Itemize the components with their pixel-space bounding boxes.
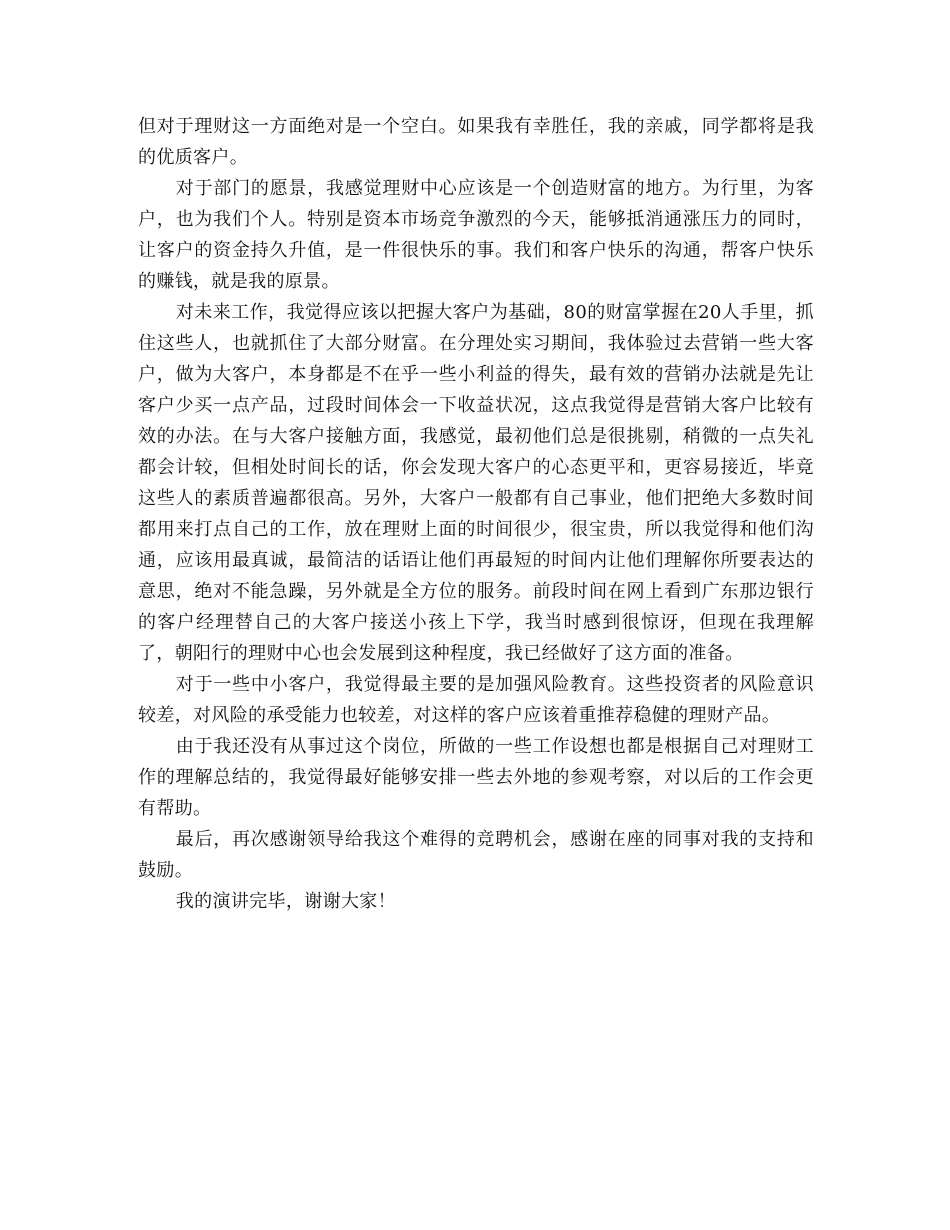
- paragraph-work-plan: 由于我还没有从事过这个岗位，所做的一些工作设想也都是根据自己对理财工作的理解总结的，我觉得最好能够安排一些去外地的参观考察，对以后的工作会更有帮助。: [138, 736, 814, 819]
- paragraph-department-vision: 对于部门的愿景，我感觉理财中心应该是一个创造财富的地方。为行里，为客户，也为我们个人。特别是资本市场竞争激烈的今天，能够抵消通涨压力的同时，让客户的资金持久升值，是一件很快乐的事。我们和客户快乐的沟通，帮客户快乐的赚钱，就是我的原景。: [138, 178, 814, 292]
- paragraph-closing: 我的演讲完毕，谢谢大家！: [175, 891, 396, 912]
- paragraph-continuation: 但对于理财这一方面绝对是一个空白。如果我有幸胜任，我的亲戚，同学都将是我的优质客户。: [138, 116, 814, 168]
- paragraph-small-clients: 对于一些中小客户，我觉得最主要的是加强风险教育。这些投资者的风险意识较差，对风险的承受能力也较差，对这样的客户应该着重推荐稳健的理财产品。: [138, 674, 814, 726]
- document-body: [138, 111, 814, 917]
- paragraph-thanks: 最后，再次感谢领导给我这个难得的竞聘机会，感谢在座的同事对我的支持和鼓励。: [138, 829, 814, 881]
- paragraph-future-work: 对未来工作，我觉得应该以把握大客户为基础，80的财富掌握在20人手里，抓住这些人，也就抓住了大部分财富。在分理处实习期间，我体验过去营销一些大客户，做为大客户，本身都是不在乎一些小利益的得失，最有效的营销办法就是先让客户少买一点产品，过段时间体会一下收益状况，这点我觉得是营销大客户比较有效的办法。在与大客户接触方面，我感觉，最初他们总是很挑剔，稍微的一点失礼都会计较，但相处时间长的话，你会发现大客户的心态更平和，更容易接近，毕竟这些人的素质普遍都很高。另外，大客户一般都有自己事业，他们把绝大多数时间都用来打点自己的工作，放在理财上面的时间很少，很宝贵，所以我觉得和他们沟通，应该用最真诚，最简洁的话语让他们再最短的时间内让他们理解你所要表达的意思，绝对不能急躁，另外就是全方位的服务。前段时间在网上看到广东那边银行的客户经理替自己的大客户接送小孩上下学，我当时感到很惊讶，但现在我理解了，朝阳行的理财中心也会发展到这种程度，我已经做好了这方面的准备。: [138, 302, 814, 664]
